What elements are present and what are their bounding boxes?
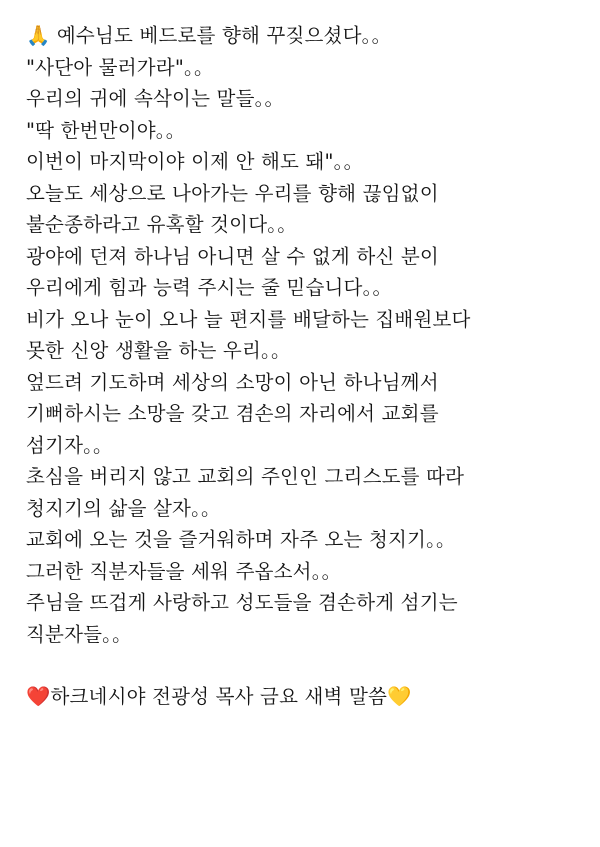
text-line: 이번이 마지막이야 이제 안 해도 돼"。。 (26, 150, 364, 173)
text-line: "사단아 물러가라"。。 (26, 55, 214, 79)
text-line: 우리에게 힘과 능력 주시는 줄 믿습니다。。 (26, 276, 393, 299)
text-line: 교회에 오는 것을 즐거워하며 자주 오는 청지기。。 (26, 528, 456, 551)
text-line: 🙏 예수님도 베드로를 향해 꾸짖으셨다。。 (26, 24, 392, 47)
blank-spacer (26, 650, 574, 681)
text-line: 청지기의 삶을 살자。。 (26, 496, 221, 520)
text-line: 불순종하라고 유혹할 것이다。。 (26, 213, 297, 236)
text-line: 오늘도 세상으로 나아가는 우리를 향해 끊임없이 (26, 181, 439, 205)
text-line: 주님을 뜨겁게 사랑하고 성도들을 겸손하게 섬기는 (26, 591, 458, 614)
text-line: 비가 오나 눈이 오나 늘 편지를 배달하는 집배원보다 (26, 307, 471, 331)
text-line: "딱 한번만이야。。 (26, 118, 186, 142)
document-body (26, 20, 574, 650)
text-line: 기뻐하시는 소망을 갖고 겸손의 자리에서 교회를 (26, 402, 439, 425)
signature-line: ❤️하크네시야 전광성 목사 금요 새벽 말씀💛 (26, 685, 412, 708)
text-line: 우리의 귀에 속삭이는 말들。。 (26, 87, 285, 110)
text-line: 직분자들。。 (26, 622, 132, 646)
text-line: 엎드려 기도하며 세상의 소망이 아닌 하나님께서 (26, 370, 439, 394)
text-line: 못한 신앙 생활을 하는 우리。。 (26, 339, 291, 362)
text-line: 광야에 던져 하나님 아니면 살 수 없게 하신 분이 (26, 244, 439, 268)
text-line: 그러한 직분자들을 세워 주옵소서。。 (26, 559, 342, 583)
text-line: 초심을 버리지 않고 교회의 주인인 그리스도를 따라 (26, 465, 465, 488)
text-line: 섬기자。。 (26, 433, 113, 457)
